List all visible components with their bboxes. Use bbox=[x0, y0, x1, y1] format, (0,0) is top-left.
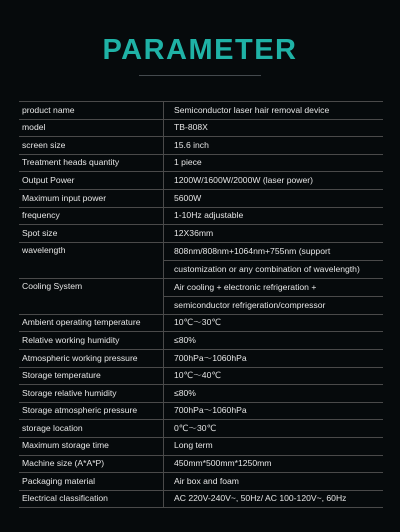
row-value: 15.6 inch bbox=[164, 137, 384, 155]
row-label: wavelength bbox=[19, 242, 164, 278]
table-row bbox=[19, 490, 383, 508]
row-label: frequency bbox=[19, 207, 164, 225]
row-label: Spot size bbox=[19, 225, 164, 243]
table-row bbox=[19, 402, 383, 420]
table-row bbox=[19, 332, 383, 350]
row-value: ≤80% bbox=[164, 385, 384, 403]
row-label: Maximum storage time bbox=[19, 437, 164, 455]
table-row bbox=[19, 119, 383, 137]
table-row bbox=[19, 314, 383, 332]
row-value: Long term bbox=[164, 437, 384, 455]
row-label: Cooling System bbox=[19, 278, 164, 314]
row-label: Packaging material bbox=[19, 473, 164, 491]
row-label: Machine size (A*A*P) bbox=[19, 455, 164, 473]
table-row bbox=[19, 189, 383, 207]
row-value: 700hPa～1060hPa bbox=[164, 402, 384, 420]
table-row bbox=[19, 349, 383, 367]
table-row bbox=[19, 207, 383, 225]
row-value: 1200W/1600W/2000W (laser power) bbox=[164, 172, 384, 190]
title-divider bbox=[139, 75, 261, 76]
row-value: Air cooling + electronic refrigeration + bbox=[164, 278, 384, 296]
row-value: 10℃～40℃ bbox=[164, 367, 384, 385]
table-row bbox=[19, 473, 383, 491]
row-label: Relative working humidity bbox=[19, 332, 164, 350]
table-row bbox=[19, 225, 383, 243]
row-value: 1-10Hz adjustable bbox=[164, 207, 384, 225]
row-label: Treatment heads quantity bbox=[19, 154, 164, 172]
row-label: Atmospheric working pressure bbox=[19, 349, 164, 367]
row-value: 450mm*500mm*1250mm bbox=[164, 455, 384, 473]
row-label: product name bbox=[19, 102, 164, 120]
table-row bbox=[19, 420, 383, 438]
row-value: 0℃～30℃ bbox=[164, 420, 384, 438]
row-value: Semiconductor laser hair removal device bbox=[164, 102, 384, 120]
table-row bbox=[19, 154, 383, 172]
row-label: Ambient operating temperature bbox=[19, 314, 164, 332]
row-label: Storage atmospheric pressure bbox=[19, 402, 164, 420]
row-value: 808nm/808nm+1064nm+755nm (support bbox=[164, 242, 384, 260]
row-value: 10℃～30℃ bbox=[164, 314, 384, 332]
row-value: 700hPa～1060hPa bbox=[164, 349, 384, 367]
row-value: 1 piece bbox=[164, 154, 384, 172]
table-row bbox=[19, 367, 383, 385]
table-row bbox=[19, 102, 383, 120]
row-label: model bbox=[19, 119, 164, 137]
row-value: 5600W bbox=[164, 189, 384, 207]
row-label: screen size bbox=[19, 137, 164, 155]
table-row bbox=[19, 137, 383, 155]
row-label: Output Power bbox=[19, 172, 164, 190]
table-row bbox=[19, 242, 383, 260]
table-row bbox=[19, 385, 383, 403]
row-label: Storage relative humidity bbox=[19, 385, 164, 403]
row-value: ≤80% bbox=[164, 332, 384, 350]
row-label: Maximum input power bbox=[19, 189, 164, 207]
row-value: AC 220V-240V~, 50Hz/ AC 100-120V~, 60Hz bbox=[164, 490, 384, 508]
row-value-continued: customization or any combination of wavelength) bbox=[164, 260, 384, 278]
row-label: Storage temperature bbox=[19, 367, 164, 385]
row-label: storage location bbox=[19, 420, 164, 438]
row-value: TB-808X bbox=[164, 119, 384, 137]
row-label: Electrical classification bbox=[19, 490, 164, 508]
row-value: Air box and foam bbox=[164, 473, 384, 491]
parameter-table bbox=[19, 101, 383, 508]
page-title: PARAMETER bbox=[102, 34, 298, 66]
table-row bbox=[19, 437, 383, 455]
table-row bbox=[19, 172, 383, 190]
table-row bbox=[19, 455, 383, 473]
table-row bbox=[19, 278, 383, 296]
row-value-continued: semiconductor refrigeration/compressor bbox=[164, 296, 384, 314]
row-value: 12X36mm bbox=[164, 225, 384, 243]
